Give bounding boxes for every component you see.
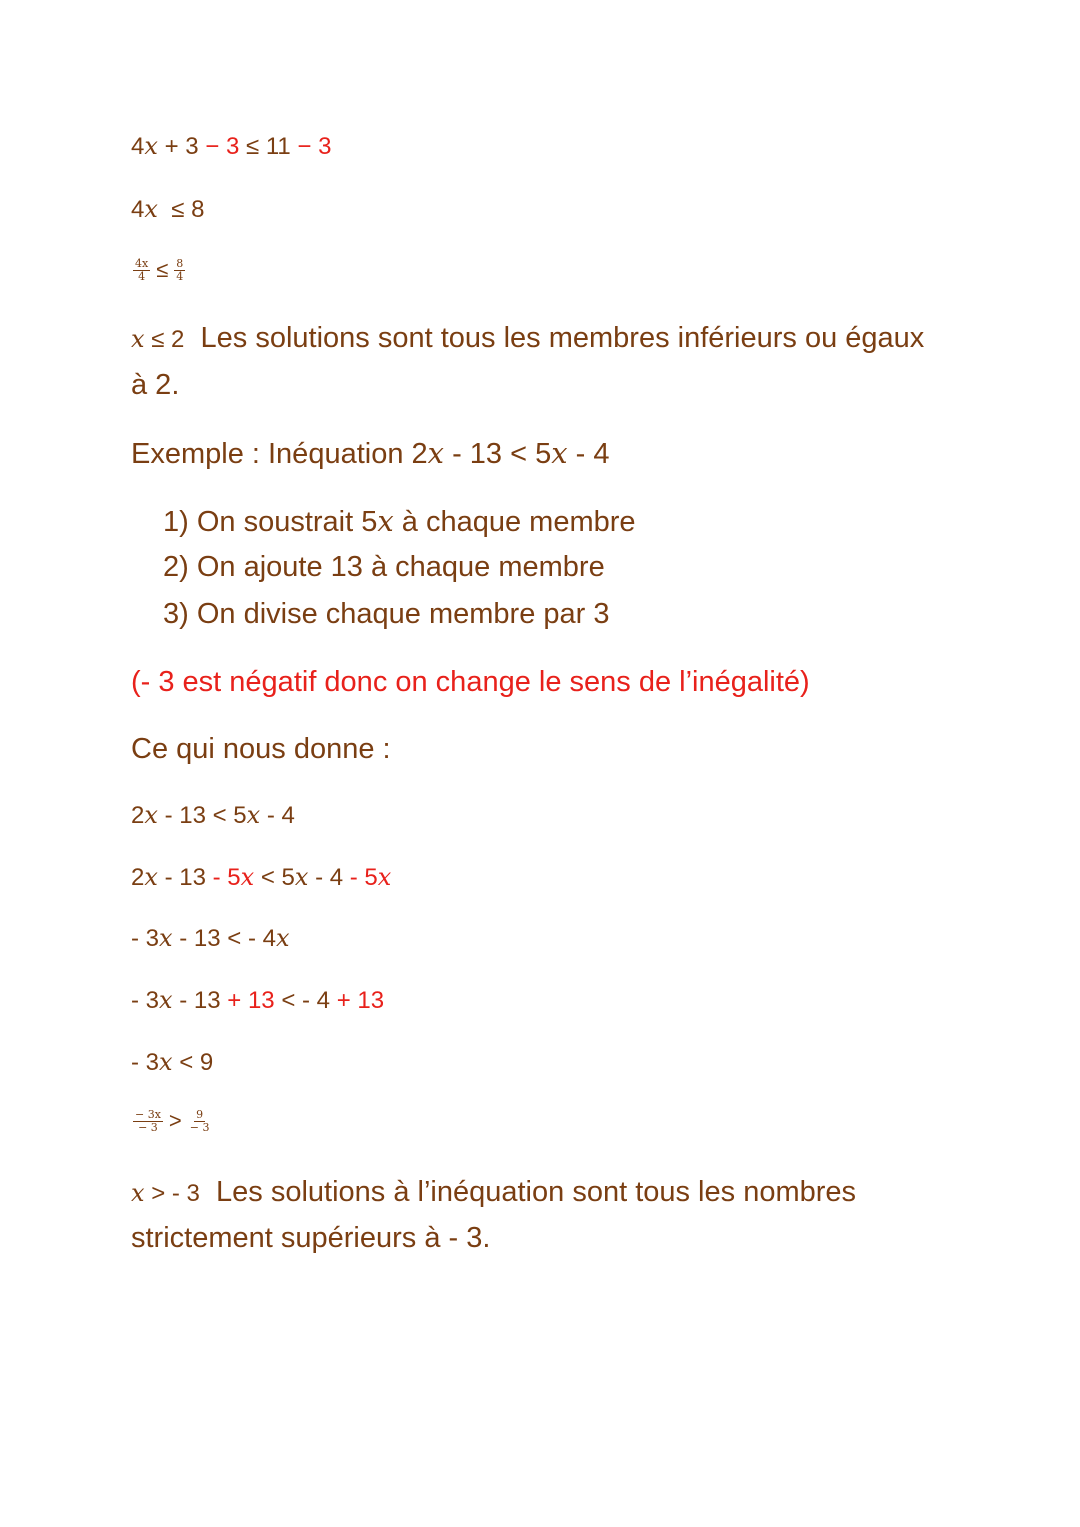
var-x-red: x <box>377 863 392 891</box>
var-x: x <box>427 436 445 470</box>
relation: ≤ <box>156 257 169 282</box>
list-item <box>163 551 636 598</box>
var-x: x <box>131 325 145 353</box>
equation-3 <box>131 924 290 953</box>
gives-label: Ce qui nous donne : <box>131 733 391 765</box>
coef: 4 <box>131 196 145 223</box>
solution-text: Les solutions sont tous les membres inférieurs ou égaux <box>184 322 925 354</box>
fraction-right <box>188 1109 212 1134</box>
term: - 13 < 5 <box>444 438 552 470</box>
term: + 3 <box>157 133 199 160</box>
term: < - 4 <box>274 987 337 1014</box>
term-red: − 3 <box>290 133 332 160</box>
var-x: x <box>159 1048 173 1076</box>
var-x: x <box>144 195 158 223</box>
example-label: Exemple : Inéquation 2 <box>131 438 428 470</box>
var-x: x <box>131 1179 145 1207</box>
term: ≤ 11 <box>239 133 291 160</box>
term-red: + 13 <box>336 987 385 1014</box>
relation: ≤ 2 <box>144 326 185 353</box>
term: - 4 <box>260 802 295 829</box>
term-red: + 13 <box>227 987 275 1014</box>
var-x: x <box>377 504 394 538</box>
equation-4 <box>131 986 384 1015</box>
term: - 4 <box>567 438 610 470</box>
coef: - 3 <box>131 987 160 1014</box>
var-x: x <box>246 801 261 829</box>
var-x: x <box>294 863 309 891</box>
var-x: x <box>144 132 158 160</box>
denominator: 4 <box>138 269 146 283</box>
note-negative: (- 3 est négatif donc on change le sens de l’inégalité) <box>131 666 810 698</box>
term: < 5 <box>254 864 295 891</box>
solution-line <box>131 322 924 355</box>
step-text: 1) On soustrait 5 <box>163 506 378 538</box>
step-text: 3) On divise chaque membre par 3 <box>163 598 610 630</box>
coef: - 3 <box>131 1049 160 1076</box>
term-red: − 3 <box>198 133 240 160</box>
numerator: − 3x <box>135 1107 161 1121</box>
term: - 13 < - 4 <box>172 925 276 952</box>
step-equation-subtract <box>131 132 331 161</box>
var-x: x <box>275 924 290 952</box>
coef: 2 <box>131 802 145 829</box>
final-solution <box>131 1176 856 1209</box>
step-text: 2) On ajoute 13 à chaque membre <box>163 551 605 583</box>
example-heading <box>131 436 610 471</box>
solution-text: Les solutions à l’inéquation sont tous les nombres <box>199 1176 857 1208</box>
list-item <box>163 598 636 645</box>
equation-5 <box>131 1048 213 1077</box>
fraction-left <box>133 258 150 283</box>
equation-2 <box>131 863 391 892</box>
denominator: − 3 <box>138 1120 158 1134</box>
numerator: 4x <box>135 256 149 270</box>
term: ≤ 8 <box>157 196 205 223</box>
coef: - 3 <box>131 925 160 952</box>
term-red: - 5 <box>212 864 241 891</box>
fraction-left <box>133 1109 163 1134</box>
step-equation-simplified <box>131 195 204 224</box>
var-x: x <box>159 986 173 1014</box>
term: - 13 <box>157 864 213 891</box>
list-item <box>163 504 636 551</box>
var-x-red: x <box>240 863 255 891</box>
numerator: 9 <box>196 1107 204 1121</box>
steps-list <box>163 504 636 645</box>
solution-text-cont: strictement supérieurs à - 3. <box>131 1222 491 1254</box>
term: - 13 <box>172 987 228 1014</box>
term: - 4 <box>308 864 350 891</box>
var-x: x <box>551 436 568 470</box>
relation: > - 3 <box>144 1180 200 1207</box>
step-fraction <box>131 257 187 283</box>
step-text: à chaque membre <box>393 506 636 538</box>
var-x: x <box>159 924 173 952</box>
term: - 13 < 5 <box>157 802 247 829</box>
equation-1 <box>131 801 295 830</box>
coef: 4 <box>131 133 145 160</box>
equation-6-fraction <box>131 1108 214 1134</box>
var-x: x <box>144 801 158 829</box>
term: < 9 <box>172 1049 214 1076</box>
solution-text-cont: à 2. <box>131 369 180 401</box>
denominator: 4 <box>176 269 184 283</box>
term-red: - 5 <box>349 864 378 891</box>
relation: > <box>168 1108 182 1133</box>
numerator: 8 <box>176 256 184 270</box>
denominator: − 3 <box>189 1120 210 1134</box>
fraction-right <box>174 258 185 283</box>
coef: 2 <box>131 864 145 891</box>
var-x: x <box>144 863 158 891</box>
